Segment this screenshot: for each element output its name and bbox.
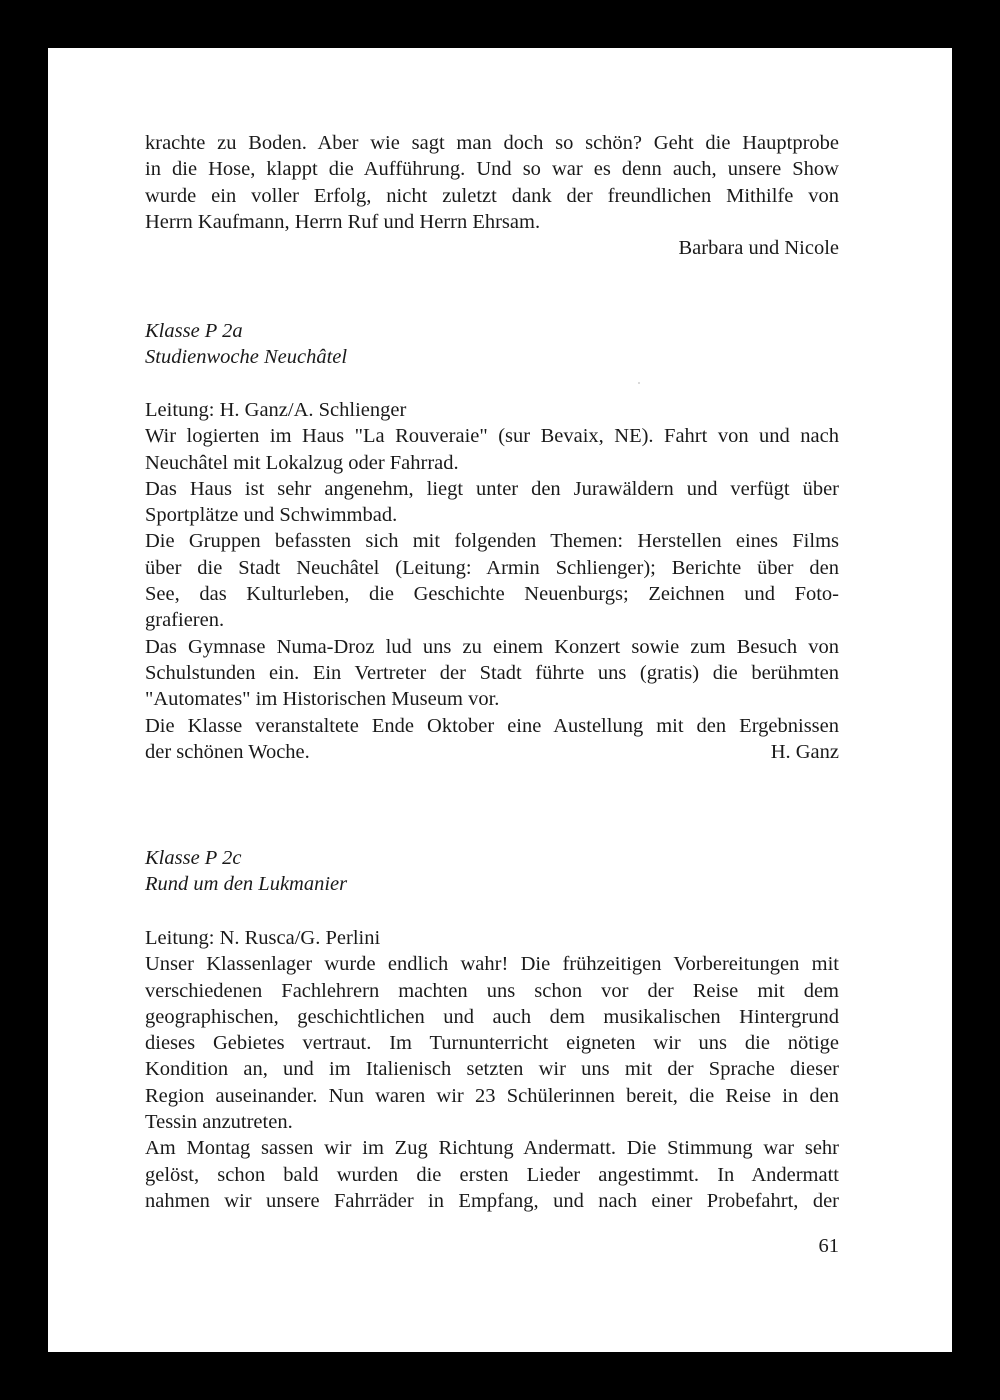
section-p2c xyxy=(145,845,839,898)
section-leitung: Leitung: N. Rusca/G. Perlini xyxy=(145,927,381,949)
text-line: Wir logierten im Haus "La Rouveraie" (sur Bevaix, NE). Fahrt von und nach xyxy=(145,425,839,448)
text-line: Region auseinander. Nun waren wir 23 Schülerinnen bereit, die Reise in den xyxy=(145,1084,839,1107)
section-p2a-body xyxy=(145,397,839,765)
text-line: Die Klasse veranstaltete Ende Oktober eine Austellung mit den Ergebnissen xyxy=(145,714,839,737)
text-line: verschiedenen Fachlehrern machten uns schon vor der Reise mit dem xyxy=(145,979,839,1002)
text-line: Das Gymnase Numa-Droz lud uns zu einem Konzert sowie zum Besuch von xyxy=(145,635,839,658)
text-line: über die Stadt Neuchâtel (Leitung: Armin Schlienger); Berichte über den xyxy=(145,556,839,579)
text-line: Unser Klassenlager wurde endlich wahr! Die frühzeitigen Vorbereitungen mit xyxy=(145,953,839,976)
section-title: Klasse P 2c xyxy=(145,847,242,869)
text-line: See, das Kulturleben, die Geschichte Neuenburgs; Zeichnen und Foto- xyxy=(145,583,839,606)
text-line: in die Hose, klappt die Aufführung. Und so war es denn auch, unsere Show xyxy=(145,158,839,181)
text-line: krachte zu Boden. Aber wie sagt man doch so schön? Geht die Hauptprobe xyxy=(145,132,839,154)
text-line: Am Montag sassen wir im Zug Richtung Andermatt. Die Stimmung war sehr xyxy=(145,1137,839,1160)
document-page xyxy=(48,48,952,1352)
section-leitung: Leitung: H. Ganz/A. Schlienger xyxy=(145,399,407,421)
text-line: der schönen Woche. xyxy=(145,740,310,763)
section-title: Klasse P 2a xyxy=(145,320,243,342)
text-line: Das Haus ist sehr angenehm, liegt unter den Jurawäldern und verfügt über xyxy=(145,477,839,500)
text-line: "Automates" im Historischen Museum vor. xyxy=(145,688,500,711)
scan-speck xyxy=(638,382,640,384)
text-line: Kondition an, und im Italienisch setzten wir uns mit der Sprache dieser xyxy=(145,1058,839,1081)
text-line: wurde ein voller Erfolg, nicht zuletzt dank der freundlichen Mithilfe von xyxy=(145,184,839,207)
text-line: Neuchâtel mit Lokalzug oder Fahrrad. xyxy=(145,451,459,474)
text-line: nahmen wir unsere Fahrräder in Empfang, und nach einer Probefahrt, der xyxy=(145,1189,839,1212)
text-line: Herrn Kaufmann, Herrn Ruf und Herrn Ehrsam. xyxy=(145,210,541,233)
text-line: geographischen, geschichtlichen und auch dem musikalischen Hintergrund xyxy=(145,1005,839,1028)
signature-row xyxy=(145,739,839,765)
text-line: gelöst, schon bald wurden die ersten Lieder angestimmt. In Andermatt xyxy=(145,1163,839,1186)
section-signature: H. Ganz xyxy=(770,740,839,763)
text-line: dieses Gebietes vertraut. Im Turnunterricht eigneten wir uns die nötige xyxy=(145,1032,839,1055)
text-line: Tessin anzutreten. xyxy=(145,1111,293,1134)
intro-signature: Barbara und Nicole xyxy=(678,237,839,260)
text-line: Die Gruppen befassten sich mit folgenden Themen: Herstellen eines Films xyxy=(145,530,839,553)
intro-paragraph xyxy=(145,130,839,261)
text-line: grafieren. xyxy=(145,609,225,632)
section-p2c-body xyxy=(145,925,839,1214)
section-p2a xyxy=(145,318,839,371)
text-line: Schulstunden ein. Ein Vertreter der Stadt führte uns (gratis) die berühmten xyxy=(145,661,839,684)
section-subtitle: Rund um den Lukmanier xyxy=(145,873,348,896)
text-line: Sportplätze und Schwimmbad. xyxy=(145,504,398,527)
page-number: 61 xyxy=(818,1235,839,1257)
section-subtitle: Studienwoche Neuchâtel xyxy=(145,346,348,369)
